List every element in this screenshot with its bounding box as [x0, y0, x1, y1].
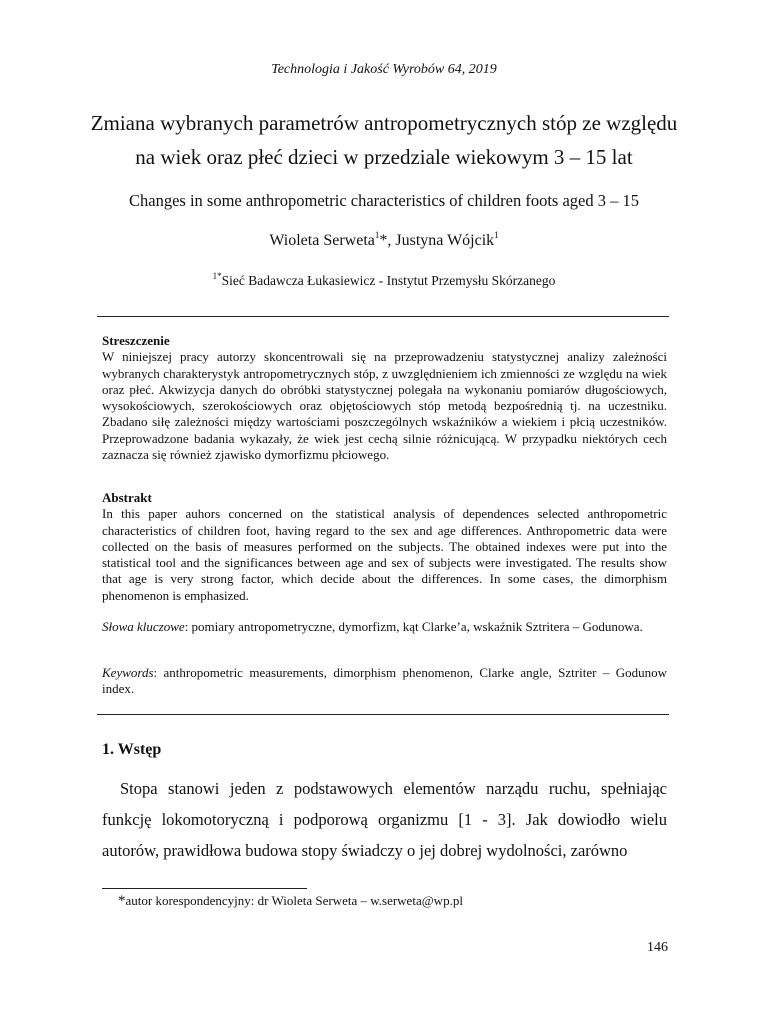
streszczenie-text: W niniejszej pracy autorzy skoncentrowali się na przeprowadzeniu statystycznej analizy zależności wybranych charakterystyk antropometrycznych stóp, z uwzględnieniem ich zmienności ze względu na wiek oraz płeć. Akwizycja danych do obróbki statystycznej polegała na wykonaniu pomiarów długościowych, wysokościowych, szerokościowych oraz objętościowych stóp metodą bezpośrednią tj. na uczestniku. Zbadano siłę zależności między wartościami poszczególnych wskaźników a wiekiem i płcią uczestników. Przeprowadzone badania wykazały, że wiek jest cechą silnie różnicującą. W przypadku niektórych cech zaznacza się również zjawisko dymorfizmu płciowego. [102, 349, 667, 463]
slowa-kluczowe-block [102, 619, 667, 635]
abstrakt-block [102, 490, 667, 604]
author-2: Justyna Wójcik [395, 232, 495, 249]
bottom-divider [97, 714, 669, 715]
section-body: Stopa stanowi jeden z podstawowych elementów narządu ruchu, spełniając funkcję lokomotoryczną i podporową organizmu [1 - 3]. Jak dowiodło wielu autorów, prawidłowa budowa stopy świadczy o jej dobrej wydolności, zarówno [102, 779, 667, 860]
footnote-marker: * [118, 893, 126, 909]
journal-header: Technologia i Jakość Wyrobów 64, 2019 [271, 62, 497, 77]
authors-line [0, 232, 768, 250]
author-2-affiliation: 1 [494, 230, 499, 240]
title-line-1: Zmiana wybranych parametrów antropometrycznych stóp ze względu [90, 111, 678, 135]
streszczenie-block [102, 333, 667, 463]
title-line-2: na wiek oraz płeć dzieci w przedziale wiekowym 3 – 15 lat [135, 145, 633, 169]
author-1-affiliation: 1 [374, 230, 380, 240]
affiliation [0, 273, 768, 289]
slowa-kluczowe-text: : pomiary antropometryczne, dymorfizm, kąt Clarke’a, wskaźnik Sztritera – Godunowa. [184, 619, 643, 634]
abstrakt-text: In this paper auhors concerned on the statistical analysis of dependences selected anthropometric characteristics of children foot, having regard to the sex and age differences. Anthropometric data were collected on the basis of measures performed on the subjects. The obtained indexes were put into the statistical tool and the significances between age and sex of subjects were investigated. The results show that age is very strong factor, which decide about the differences. In some cases, the dimorphism phenomenon is emphasized. [102, 506, 667, 603]
author-separator: *, [379, 232, 396, 249]
keywords-text: : anthropometric measurements, dimorphism phenomenon, Clarke angle, Sztriter – Godunow index. [102, 665, 667, 697]
keywords-label: Keywords [102, 665, 154, 680]
footnote-text: autor korespondencyjny: dr Wioleta Serweta – w.serweta@wp.pl [125, 893, 463, 908]
abstrakt-heading: Abstrakt [102, 490, 152, 505]
keywords-block [102, 665, 667, 698]
paper-title [0, 106, 768, 174]
top-divider [97, 316, 669, 317]
footnote [118, 893, 463, 910]
affiliation-marker: 1* [212, 271, 222, 281]
author-1: Wioleta Serweta [269, 232, 375, 249]
english-title: Changes in some anthropometric characteristics of children foots aged 3 – 15 [129, 191, 639, 210]
footnote-divider [102, 888, 307, 889]
slowa-kluczowe-label: Słowa kluczowe [102, 619, 185, 634]
affiliation-text: Sieć Badawcza Łukasiewicz - Instytut Przemysłu Skórzanego [221, 273, 556, 288]
page-number: 146 [647, 940, 668, 955]
streszczenie-heading: Streszczenie [102, 333, 170, 348]
section-heading: 1. Wstęp [102, 741, 162, 758]
